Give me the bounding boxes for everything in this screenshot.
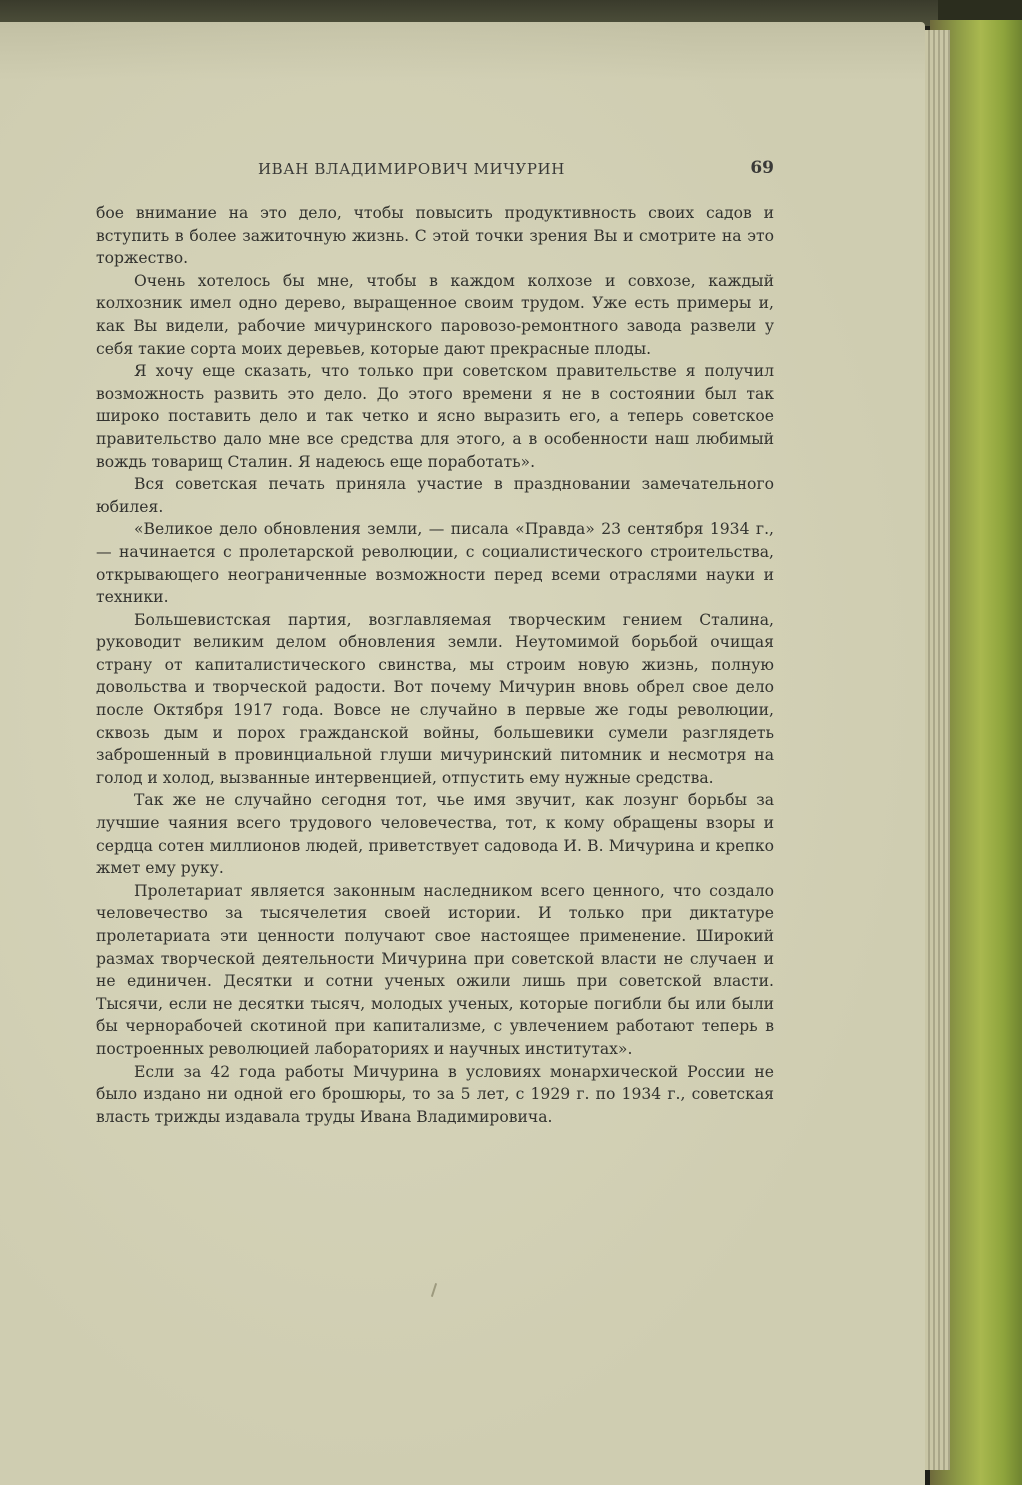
paragraph: Я хочу еще сказать, что только при советском правительстве я получил возможность развить это дело. До этого времени я не в состоянии был так широко поставить дело и так четко и ясно выразить его, а теперь советское правительство дало мне все средства для этого, а в особенности наш любимый вождь товарищ Сталин. Я надеюсь еще поработать».: [96, 362, 774, 471]
paragraph: Так же не случайно сегодня тот, чье имя звучит, как лозунг борьбы за лучшие чаяния всего трудового человечества, тот, к кому обращены взоры и сердца сотен миллионов людей, приветствует садовода И. В. Мичурина и крепко жмет ему руку.: [96, 791, 774, 878]
paragraph: Очень хотелось бы мне, чтобы в каждом колхозе и совхозе, каждый колхозник имел одно дерево, выращенное своим трудом. Уже есть примеры и, как Вы видели, рабочие мичуринского паровозо-ремонтного завода развели у себя такие сорта моих деревьев, которые дают прекрасные плоды.: [96, 271, 774, 358]
body-text: [96, 202, 774, 1128]
paragraph: Большевистская партия, возглавляемая творческим гением Сталина, руководит великим делом обновления земли. Неутомимой борьбой очищая страну от капиталистического свинства, мы строим новую жизнь, полную довольства и творческой радости. Вот почему Мичурин вновь обрел свое дело после Октября 1917 года. Вовсе не случайно в первые же годы революции, сквозь дым и порох гражданской войны, большевики сумели разглядеть заброшенный в провинциальной глуши мичуринский питомник и несмотря на голод и холод, вызванные интервенцией, отпустить ему нужные средства.: [96, 610, 774, 787]
paragraph: Если за 42 года работы Мичурина в условиях монархической России не было издано ни одной его брошюры, то за 5 лет, с 1929 г. по 1934 г., советская власть трижды издавала труды Ивана Владимировича.: [96, 1062, 774, 1126]
paragraph: бое внимание на это дело, чтобы повысить продуктивность своих садов и вступить в более зажиточную жизнь. С этой точки зрения Вы и смотрите на это торжество.: [96, 204, 774, 268]
paragraph: «Великое дело обновления земли, — писала «Правда» 23 сентября 1934 г., — начинается с пролетарской революции, с социалистического строительства, открывающего неограниченные возможности перед всеми отраслями науки и техники.: [96, 520, 774, 607]
paragraph: Пролетариат является законным наследником всего ценного, что создало человечество за тысячелетия своей истории. И только при диктатуре пролетариата эти ценности получают свое настоящее применение. Широкий размах творческой деятельности Мичурина при советской власти не случаен и не единичен. Десятки и сотни ученых ожили лишь при советской власти. Тысячи, если не десятки тысяч, молодых ученых, которые погибли бы или были бы чернорабочей скотиной при капитализме, с увлечением работают теперь в построенных революцией лабораториях и научных институтах».: [96, 881, 774, 1058]
paragraph: Вся советская печать приняла участие в праздновании замечательного юбилея.: [96, 475, 774, 516]
running-head: ИВАН ВЛАДИМИРОВИЧ МИЧУРИН: [258, 160, 565, 178]
page-header: [96, 158, 776, 182]
page-number: 69: [750, 158, 774, 178]
